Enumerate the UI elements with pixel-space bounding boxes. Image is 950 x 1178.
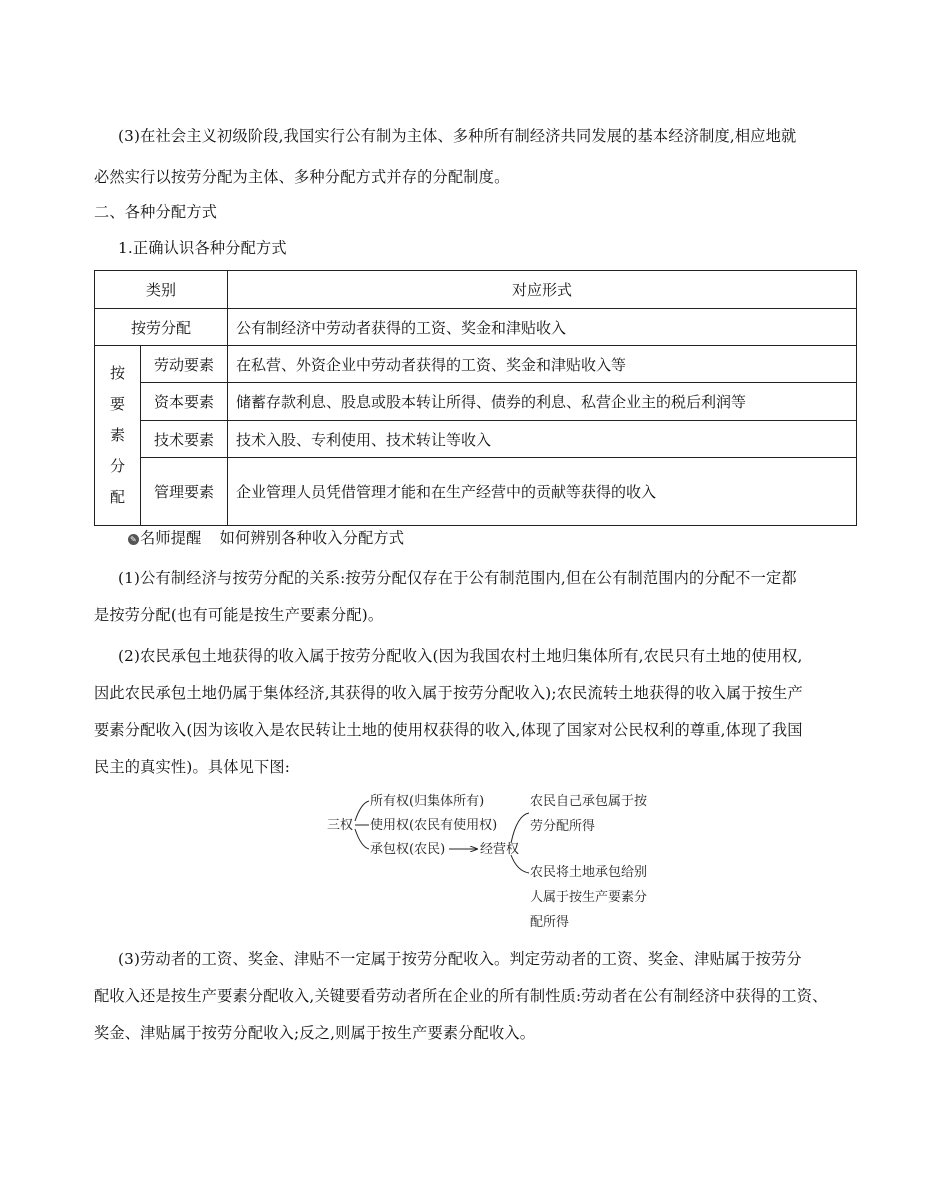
outcome-connector [511,813,529,843]
point-3-line-3: 奖金、津贴属于按劳分配收入;反之,则属于按生产要素分配收入。 [94,1024,536,1042]
factor-name-cell: 管理要素 [141,458,228,526]
factor-form-cell: 技术入股、专利使用、技术转让等收入 [228,421,857,458]
tip-title: 如何辨别各种收入分配方式 [219,529,405,547]
table-header-category: 类别 [95,271,228,309]
table-row [95,458,857,526]
factor-name-cell: 资本要素 [141,383,228,421]
table-row [95,309,857,346]
factor-form-cell: 企业管理人员凭借管理才能和在生产经营中的贡献等获得的收入 [228,458,857,526]
diagram-use-right: 使用权(农民有使用权) [370,818,498,833]
diagram-contract-right: 承包权(农民) [370,842,446,857]
pencil-icon: ✎ [128,534,139,545]
factor-name-cell: 技术要素 [141,421,228,458]
factor-group-char: 要 [109,395,125,413]
factor-group-char: 分 [109,457,125,475]
labor-category-cell: 按劳分配 [95,309,228,346]
diagram-operation-right: 经营权 [480,842,520,857]
point-3-line-1: (3)劳动者的工资、奖金、津贴不一定属于按劳分配收入。判定劳动者的工资、奖金、津贴属于按劳分 [118,950,802,968]
factor-group-cell [95,346,141,526]
distribution-table [94,270,857,526]
paragraph-3-line-2: 必然实行以按劳分配为主体、多种分配方式并存的分配制度。 [94,168,510,186]
point-2-line-4: 民主的真实性)。具体见下图: [94,758,291,776]
table-header-form: 对应形式 [228,271,857,309]
point-3-line-2: 配收入还是按生产要素分配收入,关键要看劳动者所在企业的所有制性质:劳动者在公有制经济中获得的工资、 [94,987,828,1005]
table-row [95,421,857,458]
outcome-transfer-line: 配所得 [530,915,570,930]
factor-form-cell: 储蓄存款利息、股息或股本转让所得、债券的利息、私营企业主的税后利润等 [228,383,857,421]
table-header-row [95,271,857,309]
factor-group-char: 按 [109,364,125,382]
table-row [95,346,857,383]
diagram-root: 三权 [327,818,354,833]
factor-form-cell: 在私营、外资企业中劳动者获得的工资、奖金和津贴收入等 [228,346,857,383]
labor-form-cell: 公有制经济中劳动者获得的工资、奖金和津贴收入 [228,309,857,346]
diagram-ownership: 所有权(归集体所有) [370,794,485,809]
factor-name-cell: 劳动要素 [141,346,228,383]
point-2-line-2: 因此农民承包土地仍属于集体经济,其获得的收入属于按劳分配收入);农民流转土地获得的收入属于按生产 [94,684,803,702]
outcome-connector [511,855,529,873]
factor-group-char: 配 [109,488,125,506]
outcome-transfer-line: 农民将土地承包给别 [530,865,648,880]
factor-group-char: 素 [109,426,125,444]
tip-line [128,528,404,548]
outcome-self-line: 劳分配所得 [530,819,596,834]
table-row [95,383,857,421]
point-2-line-1: (2)农民承包土地获得的收入属于按劳分配收入(因为我国农村土地归集体所有,农民只有土地的使用权, [118,647,803,665]
branch-connector [355,801,369,821]
point-1-line-2: 是按劳分配(也有可能是按生产要素分配)。 [94,606,384,624]
land-rights-diagram [325,785,665,935]
tip-label: 名师提醒 [140,529,202,547]
paragraph-3-line-1: (3)在社会主义初级阶段,我国实行公有制为主体、多种所有制经济共同发展的基本经济制度,相应地就 [118,127,797,145]
section-heading: 二、各种分配方式 [94,203,218,221]
point-2-line-3: 要素分配收入(因为该收入是农民转让土地的使用权获得的收入,体现了国家对公民权利的尊重,体现了我国 [94,721,803,739]
point-1-line-1: (1)公有制经济与按劳分配的关系:按劳分配仅存在于公有制范围内,但在公有制范围内的分配不一定都 [118,569,797,587]
outcome-self-line: 农民自己承包属于按 [530,794,648,809]
branch-connector [355,829,369,849]
outcome-transfer-line: 人属于按生产要素分 [530,890,648,905]
subheading: 1.正确认识各种分配方式 [118,239,287,257]
